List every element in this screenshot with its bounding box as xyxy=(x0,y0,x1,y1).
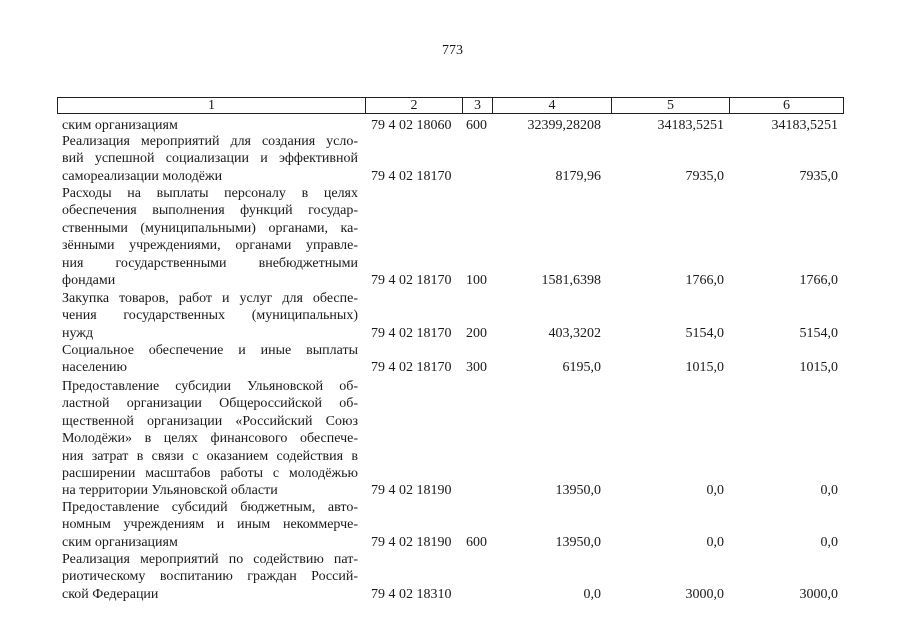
row-value-col6: 0,0 xyxy=(820,534,838,550)
row-code: 79 4 02 18170 xyxy=(371,360,452,376)
row-value-col5: 1766,0 xyxy=(685,273,724,288)
row-value-col6: 34183,5251 xyxy=(771,118,838,133)
description-line: ской Федерации xyxy=(62,586,159,602)
row-value-col5: 0,0 xyxy=(706,483,724,499)
row-value-col4: 13950,0 xyxy=(555,534,601,550)
description-line: самореализации молодёжи xyxy=(62,168,223,184)
page-number: 773 xyxy=(442,43,463,58)
row-code: 79 4 02 18190 xyxy=(371,534,452,550)
row-expense-type: 300 xyxy=(466,360,487,376)
header-col-1: 1 xyxy=(208,98,215,113)
description-line: ластной организации Общероссийской об- xyxy=(62,396,358,412)
description-line: Реализация мероприятий для создания усло- xyxy=(62,134,358,149)
row-value-col5: 34183,5251 xyxy=(657,118,724,133)
row-code: 79 4 02 18170 xyxy=(371,168,452,184)
row-value-col6: 5154,0 xyxy=(799,325,838,341)
row-value-col4: 32399,28208 xyxy=(527,118,601,133)
row-description xyxy=(62,290,358,342)
description-line: Социальное обеспечение и иные выплаты xyxy=(62,343,358,358)
header-col-3: 3 xyxy=(462,98,492,113)
description-line: номным учреждениям и иным некоммерче- xyxy=(62,517,358,533)
row-description xyxy=(62,185,358,289)
row-code: 79 4 02 18060 xyxy=(371,118,452,133)
description-line: Закупка товаров, работ и услуг для обеспе- xyxy=(62,291,358,306)
description-line: зёнными учреждениями, органами управле- xyxy=(62,238,358,254)
row-value-col5: 0,0 xyxy=(706,534,724,550)
row-value-col6: 7935,0 xyxy=(799,168,838,184)
description-line: нужд xyxy=(62,325,94,341)
row-value-col6: 0,0 xyxy=(820,483,838,499)
description-line: ния государственными внебюджетными xyxy=(62,255,358,271)
row-expense-type: 200 xyxy=(466,325,487,341)
description-line: расширении масштабов работы с молодёжью xyxy=(62,466,358,482)
description-line: Реализация мероприятий по содействию пат- xyxy=(62,552,358,567)
row-value-col6: 1015,0 xyxy=(799,360,838,376)
row-value-col4: 1581,6398 xyxy=(541,273,601,288)
row-code: 79 4 02 18190 xyxy=(371,483,452,499)
description-line: Предоставление субсидий бюджетным, авто- xyxy=(62,500,358,515)
row-value-col4: 403,3202 xyxy=(548,325,601,341)
description-line: щественной организации «Российский Союз xyxy=(62,413,358,429)
description-line: Предоставление субсидии Ульяновской об- xyxy=(62,379,358,394)
description-line: фондами xyxy=(62,273,116,289)
row-description xyxy=(62,133,358,185)
row-value-col5: 5154,0 xyxy=(685,325,724,341)
description-line: ственными (муниципальными) органами, ка- xyxy=(62,220,358,236)
row-value-col4: 6195,0 xyxy=(562,360,601,376)
description-line: риотическому воспитанию граждан Россий- xyxy=(62,569,358,585)
row-description xyxy=(62,378,358,500)
row-value-col6: 1766,0 xyxy=(799,273,838,288)
row-value-col4: 8179,96 xyxy=(555,168,601,184)
description-line: ния затрат в связи с оказанием содействия в xyxy=(62,448,358,464)
row-value-col5: 1015,0 xyxy=(685,360,724,376)
header-col-6: 6 xyxy=(729,98,843,113)
row-expense-type: 600 xyxy=(466,118,487,133)
row-description xyxy=(62,117,358,134)
description-line: обеспечения выполнения функций государ- xyxy=(62,203,358,219)
row-code: 79 4 02 18170 xyxy=(371,273,452,288)
row-expense-type: 100 xyxy=(466,273,487,288)
row-value-col5: 3000,0 xyxy=(685,586,724,602)
description-line: населению xyxy=(62,360,127,376)
description-line: вий успешной социализации и эффективной xyxy=(62,151,358,167)
description-line: ским организациям xyxy=(62,534,178,550)
table-header xyxy=(57,97,844,114)
row-description xyxy=(62,342,358,377)
description-line: чения государственных (муниципальных) xyxy=(62,308,358,324)
header-col-2: 2 xyxy=(365,98,462,113)
description-line: Молодёжи» в целях финансового обеспече- xyxy=(62,431,358,447)
description-line: на территории Ульяновской области xyxy=(62,483,278,499)
row-description xyxy=(62,499,358,551)
description-line: ским организациям xyxy=(62,118,178,133)
row-value-col4: 13950,0 xyxy=(555,483,601,499)
row-value-col4: 0,0 xyxy=(583,586,601,602)
row-expense-type: 600 xyxy=(466,534,487,550)
row-description xyxy=(62,551,358,603)
row-value-col6: 3000,0 xyxy=(799,586,838,602)
description-line: Расходы на выплаты персоналу в целях xyxy=(62,186,358,201)
header-col-5: 5 xyxy=(611,98,729,113)
row-code: 79 4 02 18170 xyxy=(371,325,452,341)
header-col-4: 4 xyxy=(492,98,611,113)
row-value-col5: 7935,0 xyxy=(685,168,724,184)
row-code: 79 4 02 18310 xyxy=(371,586,452,602)
